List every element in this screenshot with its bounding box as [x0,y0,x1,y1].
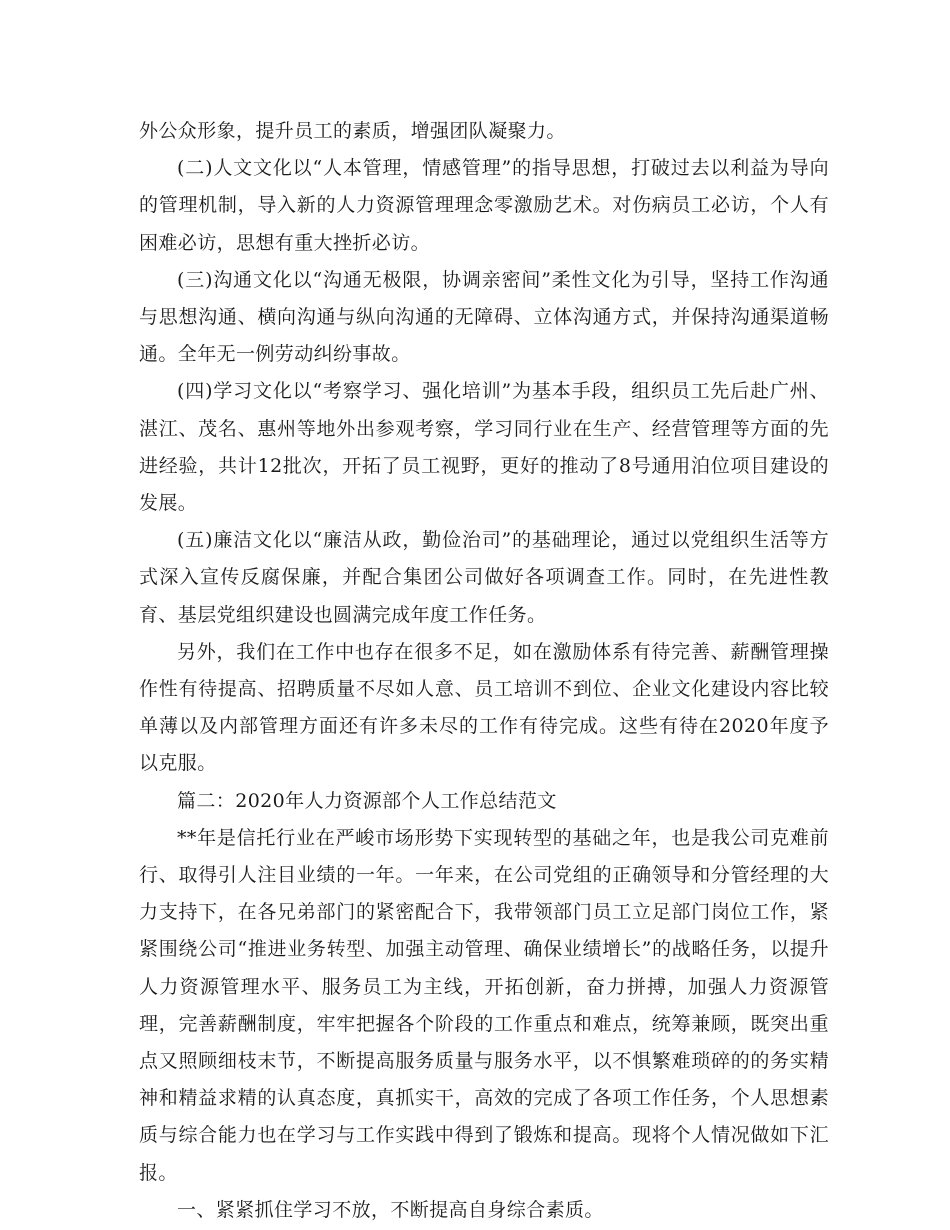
paragraph-shortcomings: 另外，我们在工作中也存在很多不足，如在激励体系有待完善、薪酬管理操作性有待提高、招聘质量不尽如人意、员工培训不到位、企业文化建设内容比较单薄以及内部管理方面还有许多未尽的工作有待完成。这些有待在2020年度予以克服。 [139,640,829,775]
section-heading-part-two: 篇二：2020年人力资源部个人工作总结范文 [177,789,557,812]
paragraph-annual-summary: **年是信托行业在严峻市场形势下实现转型的基础之年，也是我公司克难前行、取得引人注目业绩的一年。一年来，在公司党组的正确领导和分管经理的大力支持下，在各兄弟部门的紧密配合下，我带领部门员工立足部门岗位工作，紧紧围绕公司“推进业务转型、加强主动管理、确保业绩增长”的战略任务，以提升人力资源管理水平、服务员工为主线，开拓创新，奋力拼搏，加强人力资源管理，完善薪酬制度，牢牢把握各个阶段的工作重点和难点，统筹兼顾，既突出重点又照顾细枝末节，不断提高服务质量与服务水平，以不惧繁难琐碎的的务实精神和精益求精的认真态度，真抓实干，高效的完成了各项工作任务，个人思想素质与综合能力也在学习与工作实践中得到了锻炼和提高。现将个人情况做如下汇报。 [139,826,829,1184]
paragraph-integrity-culture: (五)廉洁文化以“廉洁从政，勤俭治司”的基础理论，通过以党组织生活等方式深入宣传反腐保廉，并配合集团公司做好各项调查工作。同时，在先进性教育、基层党组织建设也圆满完成年度工作任务。 [139,529,829,626]
paragraph-learning-culture: (四)学习文化以“考察学习、强化培训”为基本手段，组织员工先后赴广州、湛江、茂名、惠州等地外出参观考察，学习同行业在生产、经营管理等方面的先进经验，共计12批次，开拓了员工视野，更好的推动了8号通用泊位项目建设的发展。 [139,380,829,515]
section-heading-study: 一、紧紧抓住学习不放，不断提高自身综合素质。 [177,1198,604,1221]
paragraph-continuation: 外公众形象，提升员工的素质，增强团队凝聚力。 [139,120,566,142]
paragraph-communication-culture: (三)沟通文化以“沟通无极限，协调亲密间”柔性文化为引导，坚持工作沟通与思想沟通、横向沟通与纵向沟通的无障碍、立体沟通方式，并保持沟通渠道畅通。全年无一例劳动纠纷事故。 [139,268,829,366]
document-body [139,113,829,1229]
paragraph-humanistic-culture: (二)人文文化以“人本管理，情感管理”的指导思想，打破过去以利益为导向的管理机制，导入新的人力资源管理理念零激励艺术。对伤病员工必访，个人有困难必访，思想有重大挫折必访。 [139,157,829,254]
